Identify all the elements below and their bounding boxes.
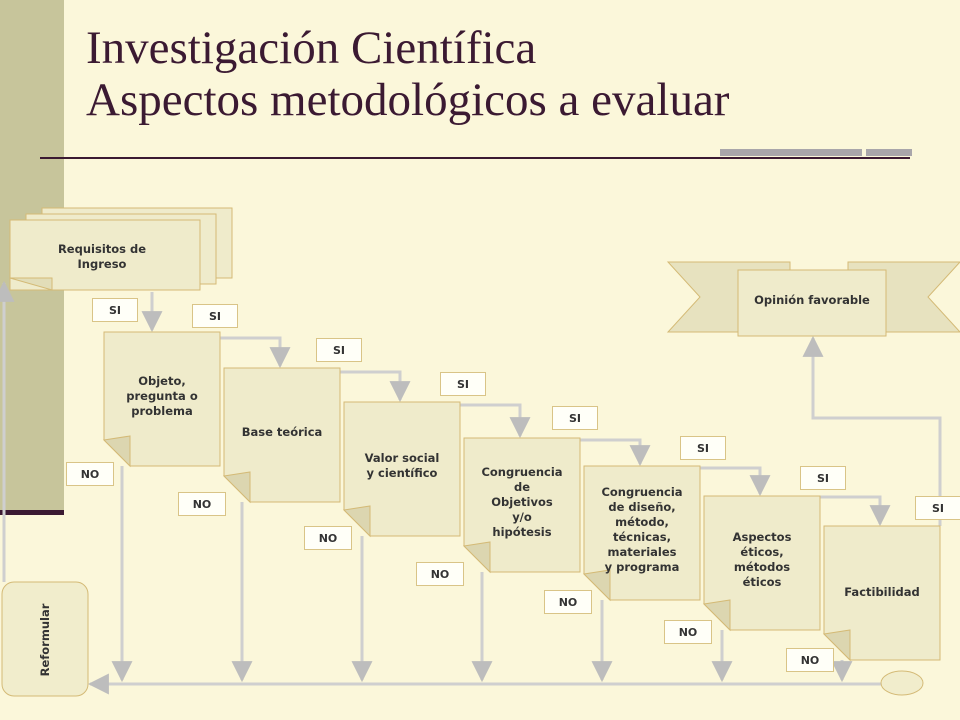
end-oval — [881, 671, 923, 695]
step-box-3-label: Valor social y científico — [364, 451, 440, 480]
si-tag-2: SI — [192, 304, 238, 328]
connector-si-2 — [220, 338, 280, 366]
step-box-6-label: Aspectos éticos, métodos éticos — [732, 530, 792, 589]
reformular-label: Reformular — [37, 603, 52, 677]
connector-si-5 — [580, 440, 640, 464]
step-box-4-label: Congruencia de Objetivos y/o hipótesis — [481, 464, 563, 539]
connector-si-3 — [340, 372, 400, 400]
step-box-5-label: Congruencia de diseño, método, técnicas, materiales y programa — [601, 485, 683, 574]
si-tag-5: SI — [552, 406, 598, 430]
si-tag-1: SI — [92, 298, 138, 322]
no-tag-1: NO — [66, 462, 114, 486]
no-tag-7: NO — [786, 648, 834, 672]
si-tag-4: SI — [440, 372, 486, 396]
step-box-2-label: Base teórica — [241, 424, 323, 439]
no-tag-6: NO — [664, 620, 712, 644]
title-line-1: Investigación Científica — [86, 22, 537, 74]
step-box-1-label: Objeto, pregunta o problema — [126, 373, 198, 418]
title-line-2: Aspectos metodológicos a evaluar — [86, 74, 730, 126]
si-tag-8: SI — [915, 496, 960, 520]
no-tag-5: NO — [544, 590, 592, 614]
step-box-7-label: Factibilidad — [844, 584, 920, 599]
si-tag-3: SI — [316, 338, 362, 362]
si-tag-7: SI — [800, 466, 846, 490]
no-tag-3: NO — [304, 526, 352, 550]
start-box-label: Requisitos de Ingreso — [57, 242, 147, 271]
connector-si-6 — [700, 468, 760, 494]
result-box-label: Opinión favorable — [754, 292, 870, 307]
connector-si-7 — [820, 497, 880, 524]
no-tag-2: NO — [178, 492, 226, 516]
no-tag-4: NO — [416, 562, 464, 586]
connector-si-4 — [460, 405, 520, 436]
si-tag-6: SI — [680, 436, 726, 460]
